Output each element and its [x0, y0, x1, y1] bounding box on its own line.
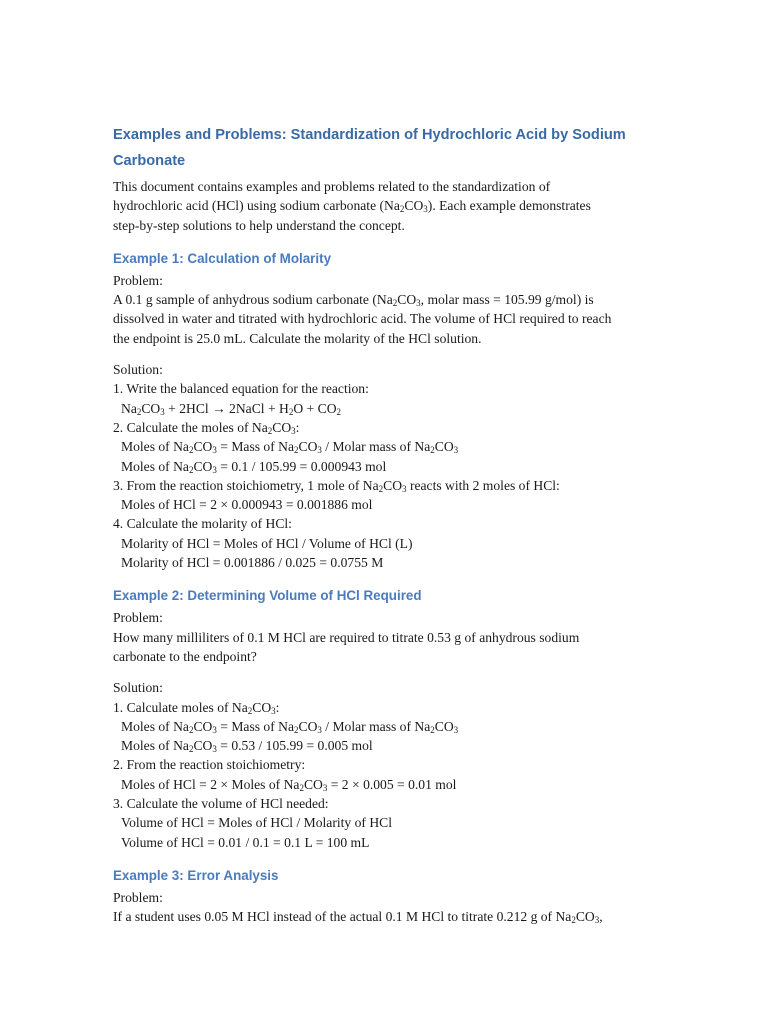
- example-2-problem: [113, 628, 658, 667]
- example-1-problem: [113, 290, 658, 348]
- solution-line: Molarity of HCl = 0.001886 / 0.025 = 0.0755 M: [121, 555, 384, 571]
- problem-label: Problem:: [113, 610, 163, 626]
- solution-label: Solution:: [113, 680, 163, 696]
- page-title: Examples and Problems: Standardization of Hydrochloric Acid by Sodium Carbonate: [113, 127, 626, 169]
- solution-line: 2. From the reaction stoichiometry:: [113, 757, 306, 773]
- problem-line: carbonate to the endpoint?: [113, 648, 257, 664]
- solution-line: Moles of $Na_2CO_3 = 0.1 / 105.99 = 0.000943$ mol: [121, 458, 387, 475]
- solution-line: Molarity of HCl = Moles of HCl / Volume of HCl (L): [121, 535, 413, 551]
- intro-paragraph: [113, 177, 658, 235]
- intro-line: This document contains examples and problems related to the standardization of: [113, 179, 551, 194]
- solution-line: 4. Calculate the molarity of HCl:: [113, 516, 292, 532]
- example-3-problem: [113, 907, 658, 926]
- example-2-heading: Example 2: Determining Volume of HCl Required: [113, 588, 422, 604]
- document-body: [113, 122, 658, 927]
- intro-line: hydrochloric acid (HCl) using sodium carbonate $(Na_2CO_3)$. Each example demonstrates: [113, 198, 591, 215]
- solution-line: $Na_2CO_3 + 2HCl$ → 2NaCl + $H_2O + CO_2$: [121, 400, 342, 417]
- example-1-solution: [113, 379, 658, 572]
- solution-line: Volume of HCl = 0.01 / 0.1 = 0.1 L = 100 mL: [121, 834, 370, 850]
- solution-line: Moles of HCl = 2 × 0.000943 = 0.001886 mol: [121, 497, 373, 513]
- solution-line: 3. Calculate the volume of HCl needed:: [113, 796, 329, 812]
- example-2-solution: [113, 698, 658, 852]
- solution-line: Moles of $Na_2CO_3$ = Mass of $Na_2CO_3$ / Molar mass of $Na_2CO_3$: [121, 718, 459, 735]
- intro-line: step-by-step solutions to help understand the concept.: [113, 217, 405, 233]
- problem-label: Problem:: [113, 889, 163, 905]
- problem-line: dissolved in water and titrated with hydrochloric acid. The volume of HCl required to reach: [113, 311, 612, 327]
- problem-line: the endpoint is 25.0 mL. Calculate the molarity of the HCl solution.: [113, 330, 482, 346]
- example-1-heading: Example 1: Calculation of Molarity: [113, 250, 332, 266]
- solution-line: 1. Write the balanced equation for the reaction:: [113, 381, 369, 397]
- solution-line: Moles of $Na_2CO_3$ = Mass of $Na_2CO_3$ / Molar mass of $Na_2CO_3$: [121, 439, 459, 456]
- solution-line: 3. From the reaction stoichiometry, 1 mole of $Na_2CO_3$ reacts with 2 moles of HCl:: [113, 477, 560, 494]
- problem-line: How many milliliters of 0.1 M HCl are required to titrate 0.53 g of anhydrous sodium: [113, 629, 580, 645]
- solution-line: Volume of HCl = Moles of HCl / Molarity of HCl: [121, 815, 392, 831]
- example-3-heading: Example 3: Error Analysis: [113, 867, 279, 883]
- solution-line: 2. Calculate the moles of $Na_2CO_3$:: [113, 419, 300, 436]
- solution-line: Moles of $Na_2CO_3 = 0.53 / 105.99 = 0.005$ mol: [121, 738, 373, 755]
- problem-label: Problem:: [113, 272, 163, 288]
- problem-line: A 0.1 g sample of anhydrous sodium carbonate ($Na_2CO_3$, molar mass = 105.99 g/mol) is: [113, 292, 594, 309]
- problem-line: If a student uses 0.05 M HCl instead of the actual 0.1 M HCl to titrate 0.212 g of $Na_2CO_3$,: [113, 909, 603, 926]
- solution-label: Solution:: [113, 362, 163, 378]
- solution-line: 1. Calculate moles of $Na_2CO_3$:: [113, 699, 280, 716]
- solution-line: Moles of HCl = 2 × Moles of $Na_2CO_3 = 2 \times 0.005 = 0.01$ mol: [121, 776, 457, 793]
